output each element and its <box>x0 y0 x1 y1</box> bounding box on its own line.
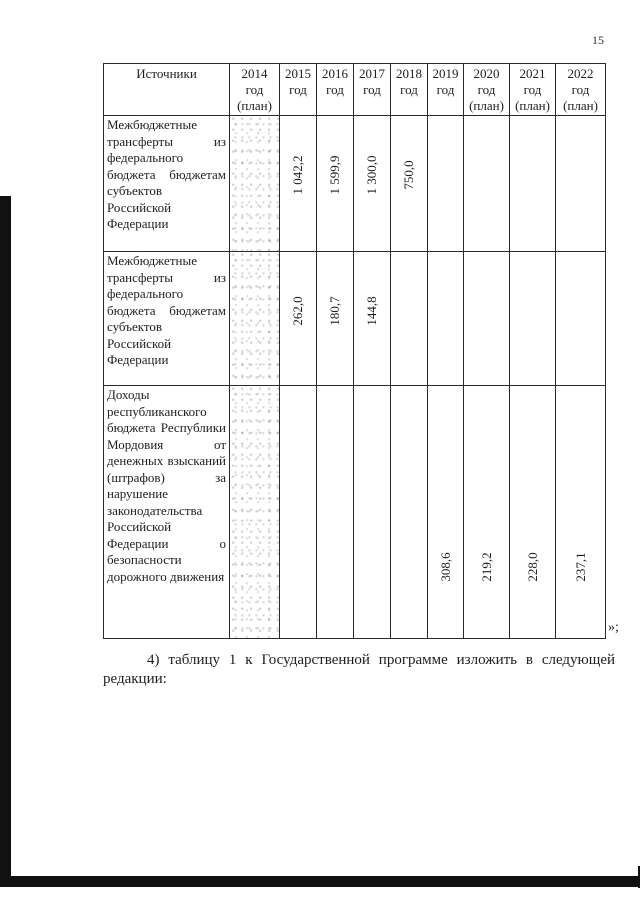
header-year-7 <box>464 64 510 116</box>
row-value: 237,1 <box>572 552 588 583</box>
row-source: Межбюджетные трансферты из федерального бюджета бюджетам субъектов Российской Федерации <box>104 116 230 252</box>
row-value-cell <box>230 386 280 639</box>
header-line: 2015 <box>285 66 311 81</box>
header-line: год <box>571 82 590 97</box>
header-year-9 <box>556 64 606 116</box>
row-value-cell <box>280 386 317 639</box>
header-line: год <box>326 82 344 97</box>
row-value-cell <box>230 252 280 386</box>
row-value: 1 300,0 <box>363 155 379 195</box>
header-year-8 <box>510 64 556 116</box>
header-line: год <box>436 82 455 97</box>
header-year-1 <box>230 64 280 116</box>
header-line: 2016 <box>322 66 348 81</box>
row-value-cell <box>556 386 606 639</box>
row-value: 180,7 <box>326 295 342 326</box>
header-line: 2022 <box>567 66 594 81</box>
header-line: 2020 <box>473 66 500 81</box>
header-line: год <box>363 82 381 97</box>
row-value: 308,6 <box>437 552 453 583</box>
header-line: год <box>245 82 264 97</box>
header-line: 2014 <box>241 66 268 81</box>
row-source: Доходы республиканского бюджета Республики Мордовия от денежных взысканий (штрафов) за нарушение законодательства Российской Федерации о безопасности дорожного движения <box>104 386 230 639</box>
header-line: год <box>477 82 496 97</box>
instruction-paragraph-line-1: 4) таблицу 1 к Государственной программе изложить в следующей <box>147 652 615 668</box>
page-number: 15 <box>592 33 604 47</box>
header-sources <box>104 64 230 116</box>
row-value: 1 599,9 <box>326 155 342 195</box>
header-year-2 <box>280 64 317 116</box>
header-line: (план) <box>237 98 272 113</box>
scan-edge-bottom <box>0 876 640 887</box>
closing-quote-mark: »; <box>608 620 619 635</box>
row-value-cell <box>391 116 428 252</box>
header-line: год <box>400 82 418 97</box>
header-year-4 <box>354 64 391 116</box>
row-value-cell <box>391 386 428 639</box>
row-value-cell <box>464 386 510 639</box>
row-value-cell <box>428 116 464 252</box>
header-line: год <box>523 82 542 97</box>
row-value-cell <box>556 116 606 252</box>
row-value-cell <box>510 252 556 386</box>
row-value-cell <box>464 116 510 252</box>
header-year-5 <box>391 64 428 116</box>
row-value-cell <box>354 252 391 386</box>
instruction-paragraph-line-2: редакции: <box>103 671 167 687</box>
header-line: 2017 <box>359 66 385 81</box>
header-line: (план) <box>563 98 598 113</box>
header-year-3 <box>317 64 354 116</box>
row-value-cell <box>428 252 464 386</box>
header-line: 2021 <box>519 66 546 81</box>
header-line: (план) <box>515 98 550 113</box>
row-value-cell <box>280 116 317 252</box>
instruction-paragraph <box>103 651 615 689</box>
header-year-6 <box>428 64 464 116</box>
table-row <box>104 386 606 639</box>
row-value-cell <box>317 252 354 386</box>
row-value-cell <box>391 252 428 386</box>
table-row <box>104 116 606 252</box>
header-line: (план) <box>469 98 504 113</box>
row-value: 262,0 <box>289 295 305 326</box>
row-value-cell <box>354 386 391 639</box>
row-value-cell <box>230 116 280 252</box>
row-value-cell <box>464 252 510 386</box>
table-header-row <box>104 64 606 116</box>
header-line: год <box>289 82 307 97</box>
header-line: 2019 <box>432 66 459 81</box>
row-value-cell <box>510 386 556 639</box>
row-source: Межбюджетные трансферты из федерального бюджета бюджетам субъектов Российской Федерации <box>104 252 230 386</box>
row-value-cell <box>354 116 391 252</box>
table-row <box>104 252 606 386</box>
row-value-cell <box>317 386 354 639</box>
header-line: Источники <box>136 66 197 81</box>
row-value: 144,8 <box>363 295 379 326</box>
row-value: 228,0 <box>524 552 540 583</box>
row-value-cell <box>317 116 354 252</box>
row-value-cell <box>428 386 464 639</box>
header-line: 2018 <box>396 66 422 81</box>
scan-edge-left <box>0 196 11 886</box>
row-value-cell <box>556 252 606 386</box>
row-value: 750,0 <box>400 160 416 191</box>
row-value-cell <box>280 252 317 386</box>
row-value: 1 042,2 <box>289 155 305 195</box>
budget-table <box>103 63 606 639</box>
row-value-cell <box>510 116 556 252</box>
row-value: 219,2 <box>478 552 494 583</box>
